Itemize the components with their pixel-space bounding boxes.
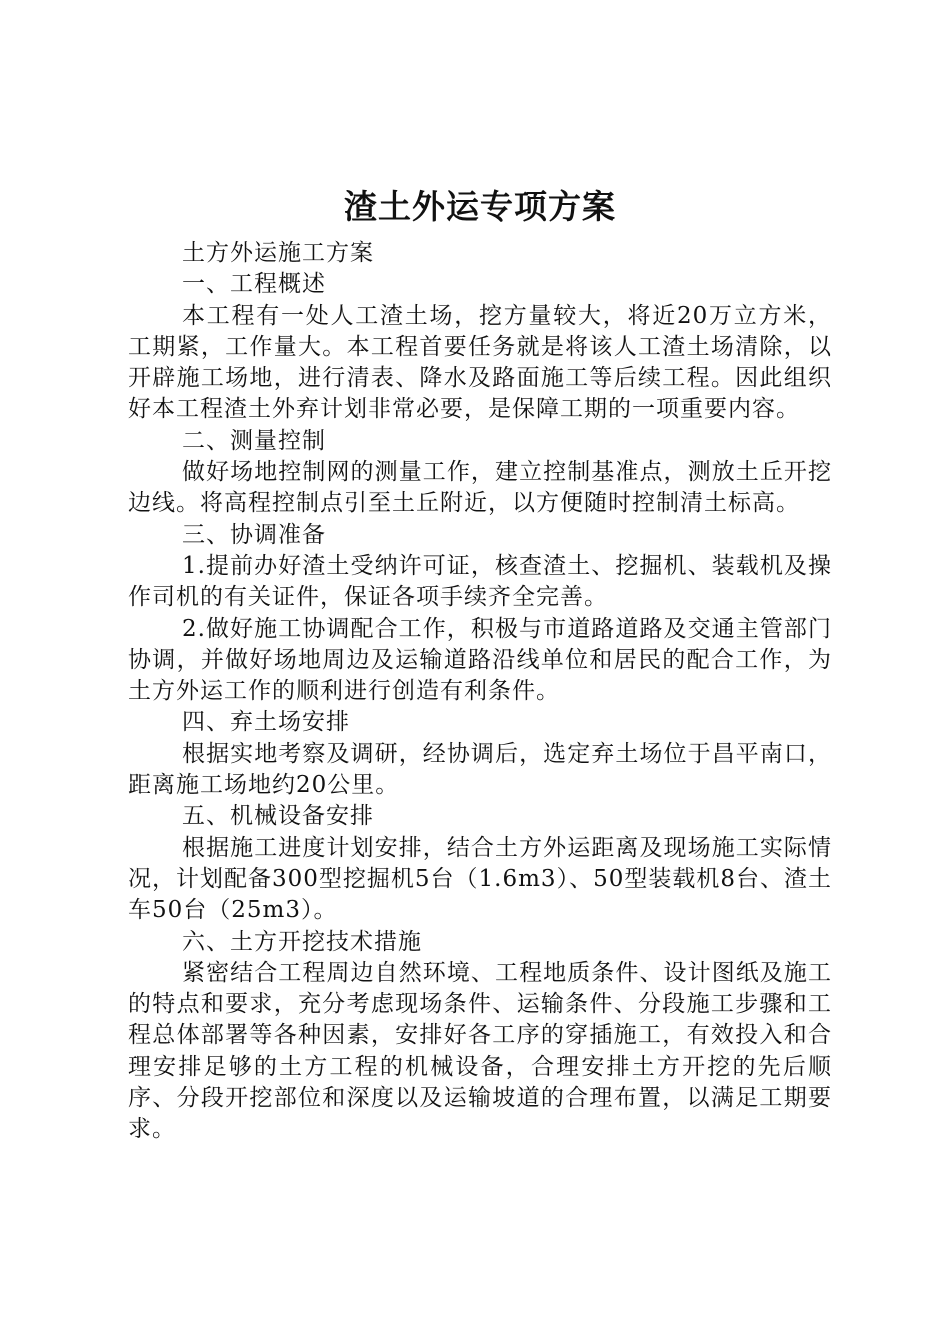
section-heading-excavation: 六、土方开挖技术措施 — [182, 928, 422, 955]
section-heading-coordination: 三、协调准备 — [182, 521, 326, 548]
paragraph-subtitle: 土方外运施工方案 — [182, 240, 374, 266]
section-heading-survey: 二、测量控制 — [182, 427, 326, 454]
paragraph-equipment: 根据施工进度计划安排，结合土方外运距离及现场施工实际情况，计划配备300型挖掘机5台（1.6m3）、50型装载机8台、渣土车50台（25m3）。 — [128, 834, 832, 924]
paragraph-coordination-1: 1.提前办好渣土受纳许可证，核查渣土、挖掘机、装载机及操作司机的有关证件，保证各项手续齐全完善。 — [128, 552, 832, 611]
paragraph-disposal-site: 根据实地考察及调研，经协调后，选定弃土场位于昌平南口，距离施工场地约20公里。 — [128, 740, 832, 799]
section-heading-overview: 一、工程概述 — [182, 271, 326, 298]
paragraph-overview: 本工程有一处人工渣土场，挖方量较大，将近20万立方米，工期紧，工作量大。本工程首要任务就是将该人工渣土场清除，以开辟施工场地，进行清表、降水及路面施工等后续工程。因此组织好本工程渣土外弃计划非常必要，是保障工期的一项重要内容。 — [128, 302, 832, 423]
document-body — [128, 184, 832, 1146]
section-heading-disposal-site: 四、弃土场安排 — [182, 709, 350, 736]
paragraph-excavation: 紧密结合工程周边自然环境、工程地质条件、设计图纸及施工的特点和要求，充分考虑现场条件、运输条件、分段施工步骤和工程总体部署等各种因素，安排好各工序的穿插施工，有效投入和合理安排足够的土方工程的机械设备，合理安排土方开挖的先后顺序、分段开挖部位和深度以及运输坡道的合理布置，以满足工期要求。 — [128, 959, 832, 1143]
section-heading-equipment: 五、机械设备安排 — [182, 803, 374, 830]
paragraph-survey: 做好场地控制网的测量工作，建立控制基准点，测放土丘开挖边线。将高程控制点引至土丘附近，以方便随时控制清土标高。 — [128, 459, 832, 517]
paragraph-coordination-2: 2.做好施工协调配合工作，积极与市道路道路及交通主管部门协调，并做好场地周边及运输道路沿线单位和居民的配合工作，为土方外运工作的顺利进行创造有利条件。 — [128, 615, 832, 705]
document-title: 渣土外运专项方案 — [344, 187, 616, 226]
